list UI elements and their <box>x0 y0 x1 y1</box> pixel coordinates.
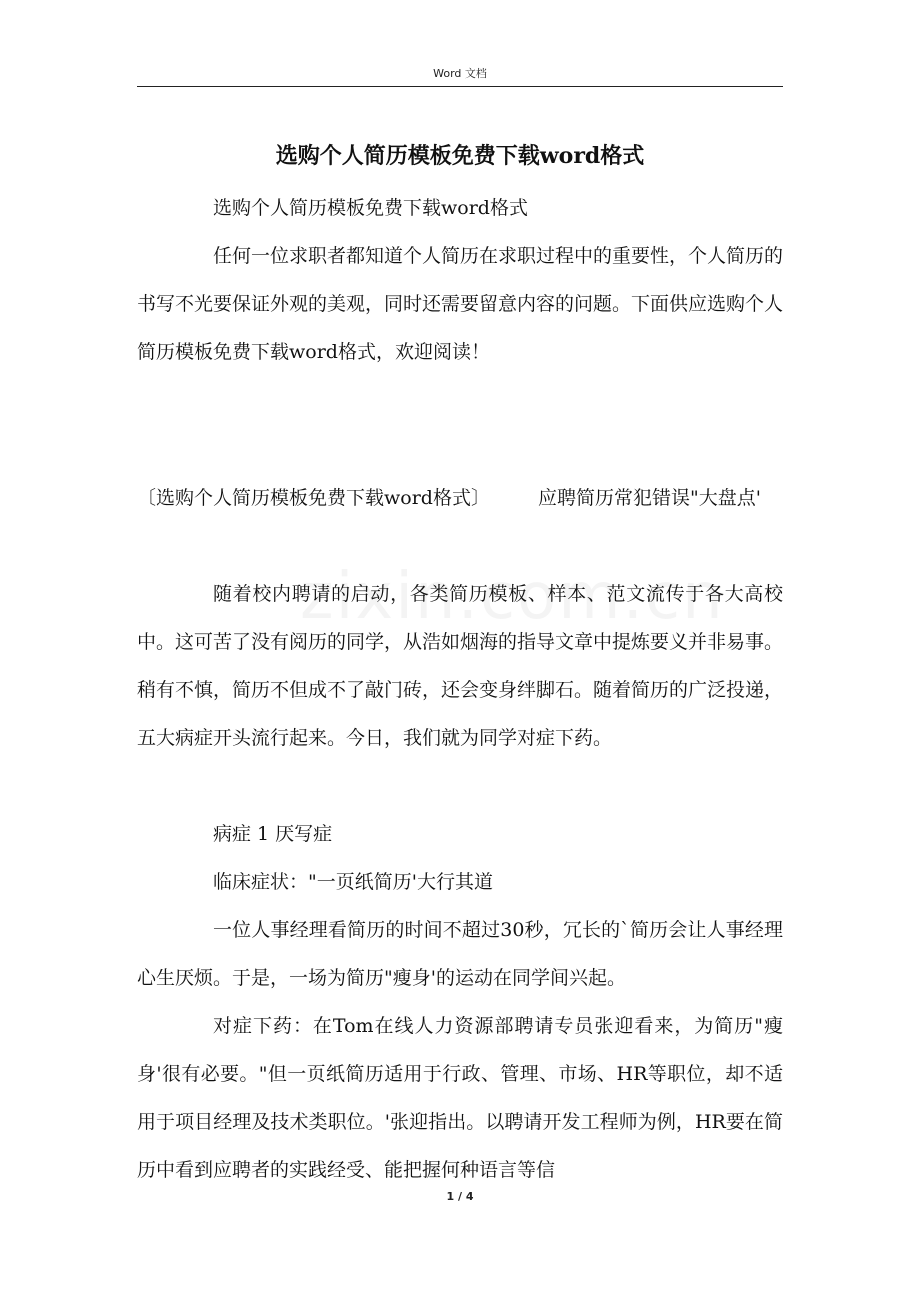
disease-1-heading: 病症 1 厌写症 <box>213 823 333 845</box>
section-heading-right: 应聘简历常犯错误"大盘点' <box>537 487 761 509</box>
header-text: Word 文档 <box>433 67 487 80</box>
paragraph-1: 随着校内聘请的启动，各类简历模板、样本、范文流传于各大高校中。这可苦了没有阅历的同学，从浩如烟海的指导文章中提炼要义并非易事。稍有不慎，简历不但成不了敲门砖，还会变身绊脚石。随着简历的广泛投递，五大病症开头流行起来。今日，我们就为同学对症下药。 <box>137 583 784 749</box>
section-heading-left: 〔选购个人简历模板免费下载word格式〕 <box>137 487 490 509</box>
paragraph-3: 对症下药：在Tom在线人力资源部聘请专员张迎看来，为简历"瘦身'很有必要。"但一页纸简历适用于行政、管理、市场、HR等职位，却不适用于项目经理及技术类职位。'张迎指出。以聘请开发工程师为例，HR要在简历中看到应聘者的实践经受、能把握何种语言等信 <box>137 1015 783 1181</box>
paragraph-2: 一位人事经理看简历的时间不超过30秒，冗长的`简历会让人事经理心生厌烦。于是，一场为简历"瘦身'的运动在同学间兴起。 <box>137 919 783 989</box>
intro-paragraph: 任何一位求职者都知道个人简历在求职过程中的重要性，个人简历的书写不光要保证外观的美观，同时还需要留意内容的问题。下面供应选购个人简历模板免费下载word格式，欢迎阅读！ <box>137 245 784 363</box>
page-number: 1 / 4 <box>446 1190 474 1203</box>
document-subtitle: 选购个人简历模板免费下载word格式 <box>213 197 528 219</box>
document-title: 选购个人简历模板免费下载word格式 <box>275 143 645 169</box>
page-header <box>137 64 783 87</box>
symptom-1: 临床症状："一页纸简历'大行其道 <box>213 871 493 893</box>
section-heading <box>137 474 783 522</box>
